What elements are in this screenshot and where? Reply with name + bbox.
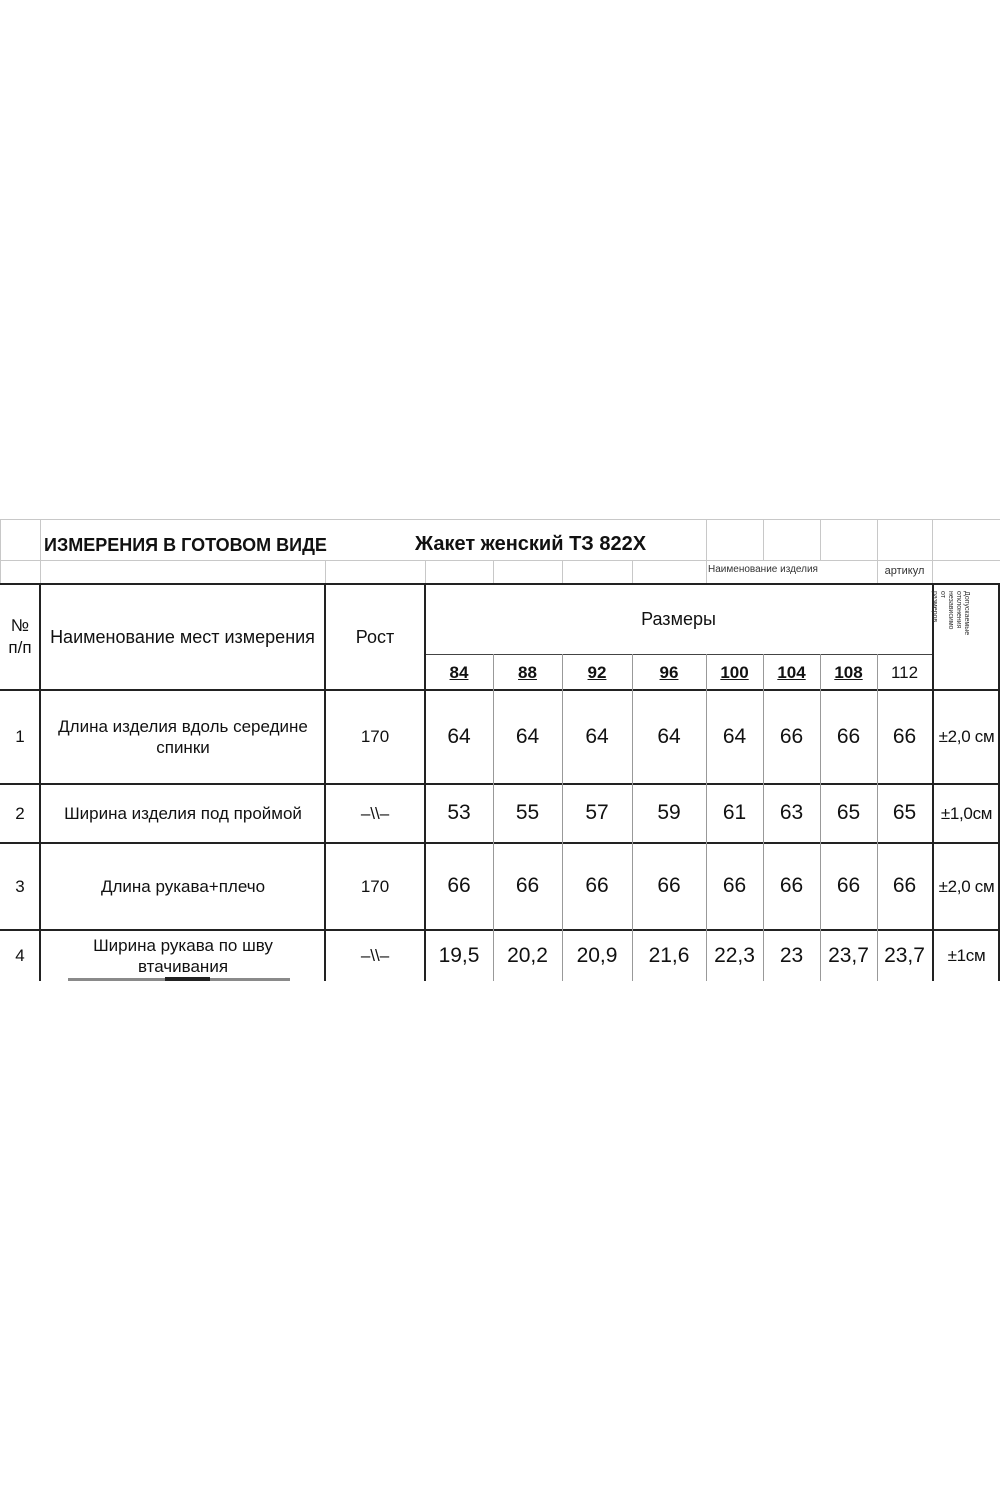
measurement-name: Длина рукава+плечо: [100, 876, 266, 896]
measurement-value: 64: [447, 724, 471, 748]
row-number: 2: [15, 803, 25, 823]
measurement-name: Длина изделия вдоль середине спинки: [58, 716, 308, 757]
row-height: 170: [360, 727, 390, 747]
grid-line: [932, 519, 933, 583]
column-tolerance-header: Допускаемые отклонения независимо от размеров: [931, 591, 970, 636]
tolerance-value: ±2,0 см: [938, 727, 995, 747]
grid-line: [493, 560, 494, 583]
measurement-value: 20,9: [576, 943, 618, 967]
measurement-value: 23,7: [828, 943, 869, 967]
measurement-value: 64: [722, 724, 747, 748]
grid-line: [40, 519, 41, 583]
size-header: 112: [890, 662, 919, 682]
table-border: [425, 654, 933, 655]
size-header: 100: [720, 662, 749, 682]
grid-line: [325, 560, 326, 583]
column-sizes-header: Размеры: [641, 609, 716, 630]
measurement-value: 66: [779, 874, 804, 898]
tolerance-value: ±1,0см: [940, 803, 993, 823]
grid-line: [562, 560, 563, 583]
row-height: –\\–: [360, 946, 390, 966]
measurement-name: Ширина рукава по шву втачивания: [93, 935, 273, 976]
measurement-value: 53: [447, 801, 471, 825]
grid-line: [0, 519, 1000, 520]
row-number: 3: [15, 876, 25, 896]
row-number: 1: [15, 727, 25, 747]
size-header: 108: [834, 662, 863, 682]
tolerance-value: ±2,0 см: [938, 876, 995, 896]
column-number-header: № п/п: [8, 615, 32, 657]
measurement-value: 23,7: [884, 943, 925, 967]
grid-line: [0, 560, 1000, 561]
size-header: 104: [777, 662, 806, 682]
measurement-value: 66: [892, 724, 917, 748]
size-header: 96: [659, 662, 679, 682]
column-name-header: Наименование мест измерения: [50, 626, 315, 647]
measurement-value: 63: [779, 801, 804, 825]
measurement-value: 66: [836, 874, 861, 898]
size-header: 84: [449, 662, 469, 682]
measurement-value: 59: [657, 801, 681, 825]
measurement-value: 66: [657, 874, 681, 898]
measurement-value: 55: [515, 801, 540, 825]
grid-line: [632, 560, 633, 583]
measurement-value: 64: [585, 724, 609, 748]
grid-line: [0, 519, 1, 583]
grid-line: [763, 519, 764, 560]
size-header: 88: [518, 662, 537, 682]
measurement-value: 66: [836, 724, 861, 748]
measurement-value: 66: [585, 874, 609, 898]
measurement-value: 66: [722, 874, 747, 898]
row-height: –\\–: [360, 803, 390, 823]
product-title: Жакет женский ТЗ 822Х: [415, 532, 647, 555]
measurement-value: 21,6: [648, 943, 690, 967]
tolerance-value: ±1см: [947, 946, 986, 966]
measurement-value: 66: [515, 874, 540, 898]
measurement-value: 19,5: [438, 943, 480, 967]
size-header: 92: [587, 662, 607, 682]
measurement-name: Ширина изделия под проймой: [64, 803, 302, 823]
measurement-value: 66: [779, 724, 804, 748]
column-height-header: Рост: [355, 626, 395, 647]
grid-line: [425, 560, 426, 583]
measurement-value: 66: [447, 874, 471, 898]
measurement-value: 65: [836, 801, 861, 825]
measurement-value: 22,3: [714, 943, 755, 967]
product-name-label: Наименование изделия: [708, 563, 818, 575]
measurement-value: 64: [515, 724, 540, 748]
measurement-value: 57: [585, 801, 609, 825]
grid-line: [820, 519, 821, 560]
crop-edge-mark: [165, 977, 210, 981]
measurement-value: 65: [892, 801, 917, 825]
row-number: 4: [15, 946, 25, 966]
article-label: артикул: [884, 565, 925, 578]
measurement-value: 66: [892, 874, 917, 898]
row-height: 170: [360, 876, 390, 896]
measurement-value: 64: [657, 724, 681, 748]
measurement-value: 61: [722, 801, 747, 825]
measurement-value: 23: [779, 943, 804, 967]
sheet-title: ИЗМЕРЕНИЯ В ГОТОВОМ ВИДЕ: [44, 534, 327, 555]
measurement-value: 20,2: [507, 943, 548, 967]
measurement-sheet: [0, 519, 1000, 981]
